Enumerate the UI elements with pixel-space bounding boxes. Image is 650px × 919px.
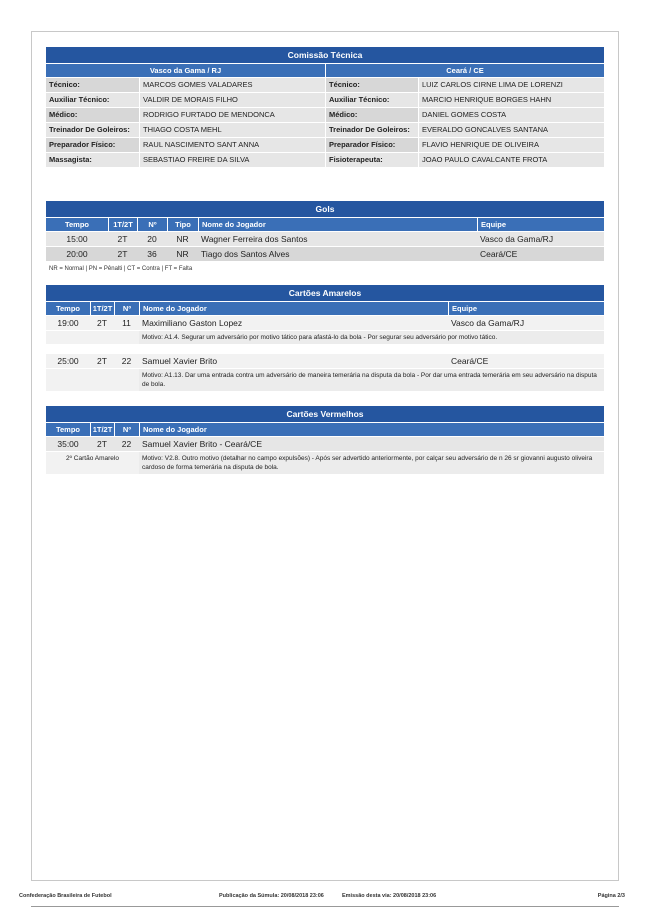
card-numero: 22 — [121, 356, 132, 366]
amarelos-title: Cartões Amarelos — [46, 285, 604, 301]
goal-player-name: Tiago dos Santos Alves — [201, 249, 290, 259]
home-staff-name: RAUL NASCIMENTO SANT ANNA — [139, 138, 325, 152]
cartoes-amarelos-table — [46, 285, 604, 391]
home-role-label: Preparador Físico: — [46, 138, 139, 152]
col-tipo: Tipo — [167, 218, 198, 231]
away-role-label: Técnico: — [325, 78, 418, 92]
gols-table — [46, 201, 604, 261]
goal-periodo: 2T — [117, 249, 128, 259]
footer-org: Confederação Brasileira de Futebol — [19, 893, 112, 899]
card-motivo: Motivo: V2.8. Outro motivo (detalhar no campo expulsões) - Após ser advertido anteriormente, por calçar seu adversário de n 26 sr giovanni augusto oliveira cardoso de forma temerária na disputa de bola. — [139, 452, 604, 474]
list-item — [46, 315, 604, 344]
comissao-row — [46, 92, 604, 107]
table-row — [46, 231, 604, 246]
card-periodo: 2T — [97, 318, 107, 328]
card-tempo: 35:00 — [57, 439, 79, 449]
card-motivo: Motivo: A1.4. Segurar um adversário por motivo tático para afastá-lo da bola - Por segurar seu adversário por motivo tático. — [139, 331, 604, 344]
goal-team: Ceará/CE — [480, 249, 518, 259]
motivo-spacer — [46, 331, 139, 344]
away-staff-name: FLAVIO HENRIQUE DE OLIVEIRA — [418, 138, 604, 152]
motivo-row — [46, 451, 604, 474]
col-periodo: 1T/2T — [108, 218, 137, 231]
home-role-label: Técnico: — [46, 78, 139, 92]
amarelos-header-row — [46, 301, 604, 315]
card-periodo: 2T — [97, 439, 107, 449]
gols-header-row — [46, 217, 604, 231]
comissao-team-header — [46, 63, 604, 77]
goal-player-name: Wagner Ferreira dos Santos — [201, 234, 308, 244]
table-row — [46, 353, 604, 368]
motivo-spacer — [46, 369, 139, 391]
comissao-row — [46, 122, 604, 137]
goal-periodo: 2T — [117, 234, 128, 244]
footer-divider — [31, 906, 619, 907]
list-item — [46, 353, 604, 391]
col-tempo: Tempo — [55, 425, 81, 434]
away-staff-name: LUIZ CARLOS CIRNE LIMA DE LORENZI — [418, 78, 604, 92]
comissao-row — [46, 77, 604, 92]
gols-title: Gols — [46, 201, 604, 217]
card-tempo: 19:00 — [57, 318, 79, 328]
away-role-label: Treinador De Goleiros: — [325, 123, 418, 137]
away-staff-name: DANIEL GOMES COSTA — [418, 108, 604, 122]
card-player-name: Samuel Xavier Brito - Ceará/CE — [142, 439, 262, 449]
goal-tipo: NR — [176, 249, 189, 259]
col-nome: Nome do Jogador — [139, 302, 448, 316]
card-periodo: 2T — [97, 356, 107, 366]
goal-numero: 20 — [147, 234, 157, 244]
vermelhos-title: Cartões Vermelhos — [46, 406, 604, 422]
home-role-label: Auxiliar Técnico: — [46, 93, 139, 107]
away-role-label: Preparador Físico: — [325, 138, 418, 152]
col-equipe: Equipe — [448, 302, 604, 316]
goal-team: Vasco da Gama/RJ — [480, 234, 554, 244]
home-staff-name: SEBASTIAO FREIRE DA SILVA — [139, 153, 325, 167]
away-staff-name: JOAO PAULO CAVALCANTE FROTA — [418, 153, 604, 167]
away-role-label: Fisioterapeuta: — [325, 153, 418, 167]
home-staff-name: VALDIR DE MORAIS FILHO — [139, 93, 325, 107]
motivo-row — [46, 368, 604, 391]
away-role-label: Médico: — [325, 108, 418, 122]
table-row — [46, 246, 604, 261]
home-role-label: Treinador De Goleiros: — [46, 123, 139, 137]
home-staff-name: MARCOS GOMES VALADARES — [139, 78, 325, 92]
card-numero: 22 — [121, 439, 132, 449]
comissao-tecnica-table — [46, 47, 604, 167]
gols-legend: NR = Normal | PN = Pênalti | CT = Contra | FT = Falta — [49, 266, 193, 272]
goal-tempo: 20:00 — [66, 249, 88, 259]
card-motivo: Motivo: A1.13. Dar uma entrada contra um adversário de maneira temerária na disputa da bola - Por dar uma entrada temerária em seu adversário na disputa de bola. — [139, 369, 604, 391]
goal-tempo: 15:00 — [66, 234, 88, 244]
col-nome: Nome do Jogador — [139, 423, 604, 437]
col-tempo: Tempo — [64, 220, 90, 229]
motivo-row — [46, 330, 604, 344]
col-numero: Nº — [137, 218, 167, 231]
vermelhos-header-row — [46, 422, 604, 436]
home-staff-name: THIAGO COSTA MEHL — [139, 123, 325, 137]
col-periodo: 1T/2T — [90, 423, 114, 436]
table-row — [46, 436, 604, 451]
home-role-label: Massagista: — [46, 153, 139, 167]
away-staff-name: MARCIO HENRIQUE BORGES HAHN — [418, 93, 604, 107]
card-tempo: 25:00 — [57, 356, 79, 366]
cartoes-vermelhos-table — [46, 406, 604, 474]
footer-pagina: Página 2/3 — [597, 893, 625, 899]
away-team-label: Ceará / CE — [325, 64, 604, 77]
goal-numero: 36 — [147, 249, 157, 259]
footer-emissao: Emissão desta via: 20/08/2018 23:06 — [342, 893, 437, 899]
col-tempo: Tempo — [55, 304, 81, 313]
comissao-title: Comissão Técnica — [46, 47, 604, 63]
card-numero: 11 — [122, 318, 131, 328]
col-nome: Nome do Jogador — [198, 218, 477, 232]
table-row — [46, 315, 604, 330]
away-staff-name: EVERALDO GONCALVES SANTANA — [418, 123, 604, 137]
col-equipe: Equipe — [477, 218, 604, 232]
goal-tipo: NR — [176, 234, 189, 244]
comissao-row — [46, 137, 604, 152]
card-player-name: Samuel Xavier Brito — [142, 356, 218, 366]
home-team-label: Vasco da Gama / RJ — [149, 66, 222, 75]
col-periodo: 1T/2T — [90, 302, 114, 315]
red-card-obs: 2º Cartão Amarelo — [46, 452, 139, 474]
card-team: Ceará/CE — [451, 356, 489, 366]
card-player-name: Maximiliano Gaston Lopez — [142, 318, 243, 328]
home-role-label: Médico: — [46, 108, 139, 122]
comissao-row — [46, 152, 604, 167]
col-numero: Nº — [114, 423, 139, 436]
away-role-label: Auxiliar Técnico: — [325, 93, 418, 107]
home-staff-name: RODRIGO FURTADO DE MENDONCA — [139, 108, 325, 122]
col-numero: Nº — [114, 302, 139, 315]
footer-publicacao: Publicação da Súmula: 20/08/2018 23:06 — [219, 893, 324, 899]
comissao-row — [46, 107, 604, 122]
card-team: Vasco da Gama/RJ — [451, 318, 525, 328]
